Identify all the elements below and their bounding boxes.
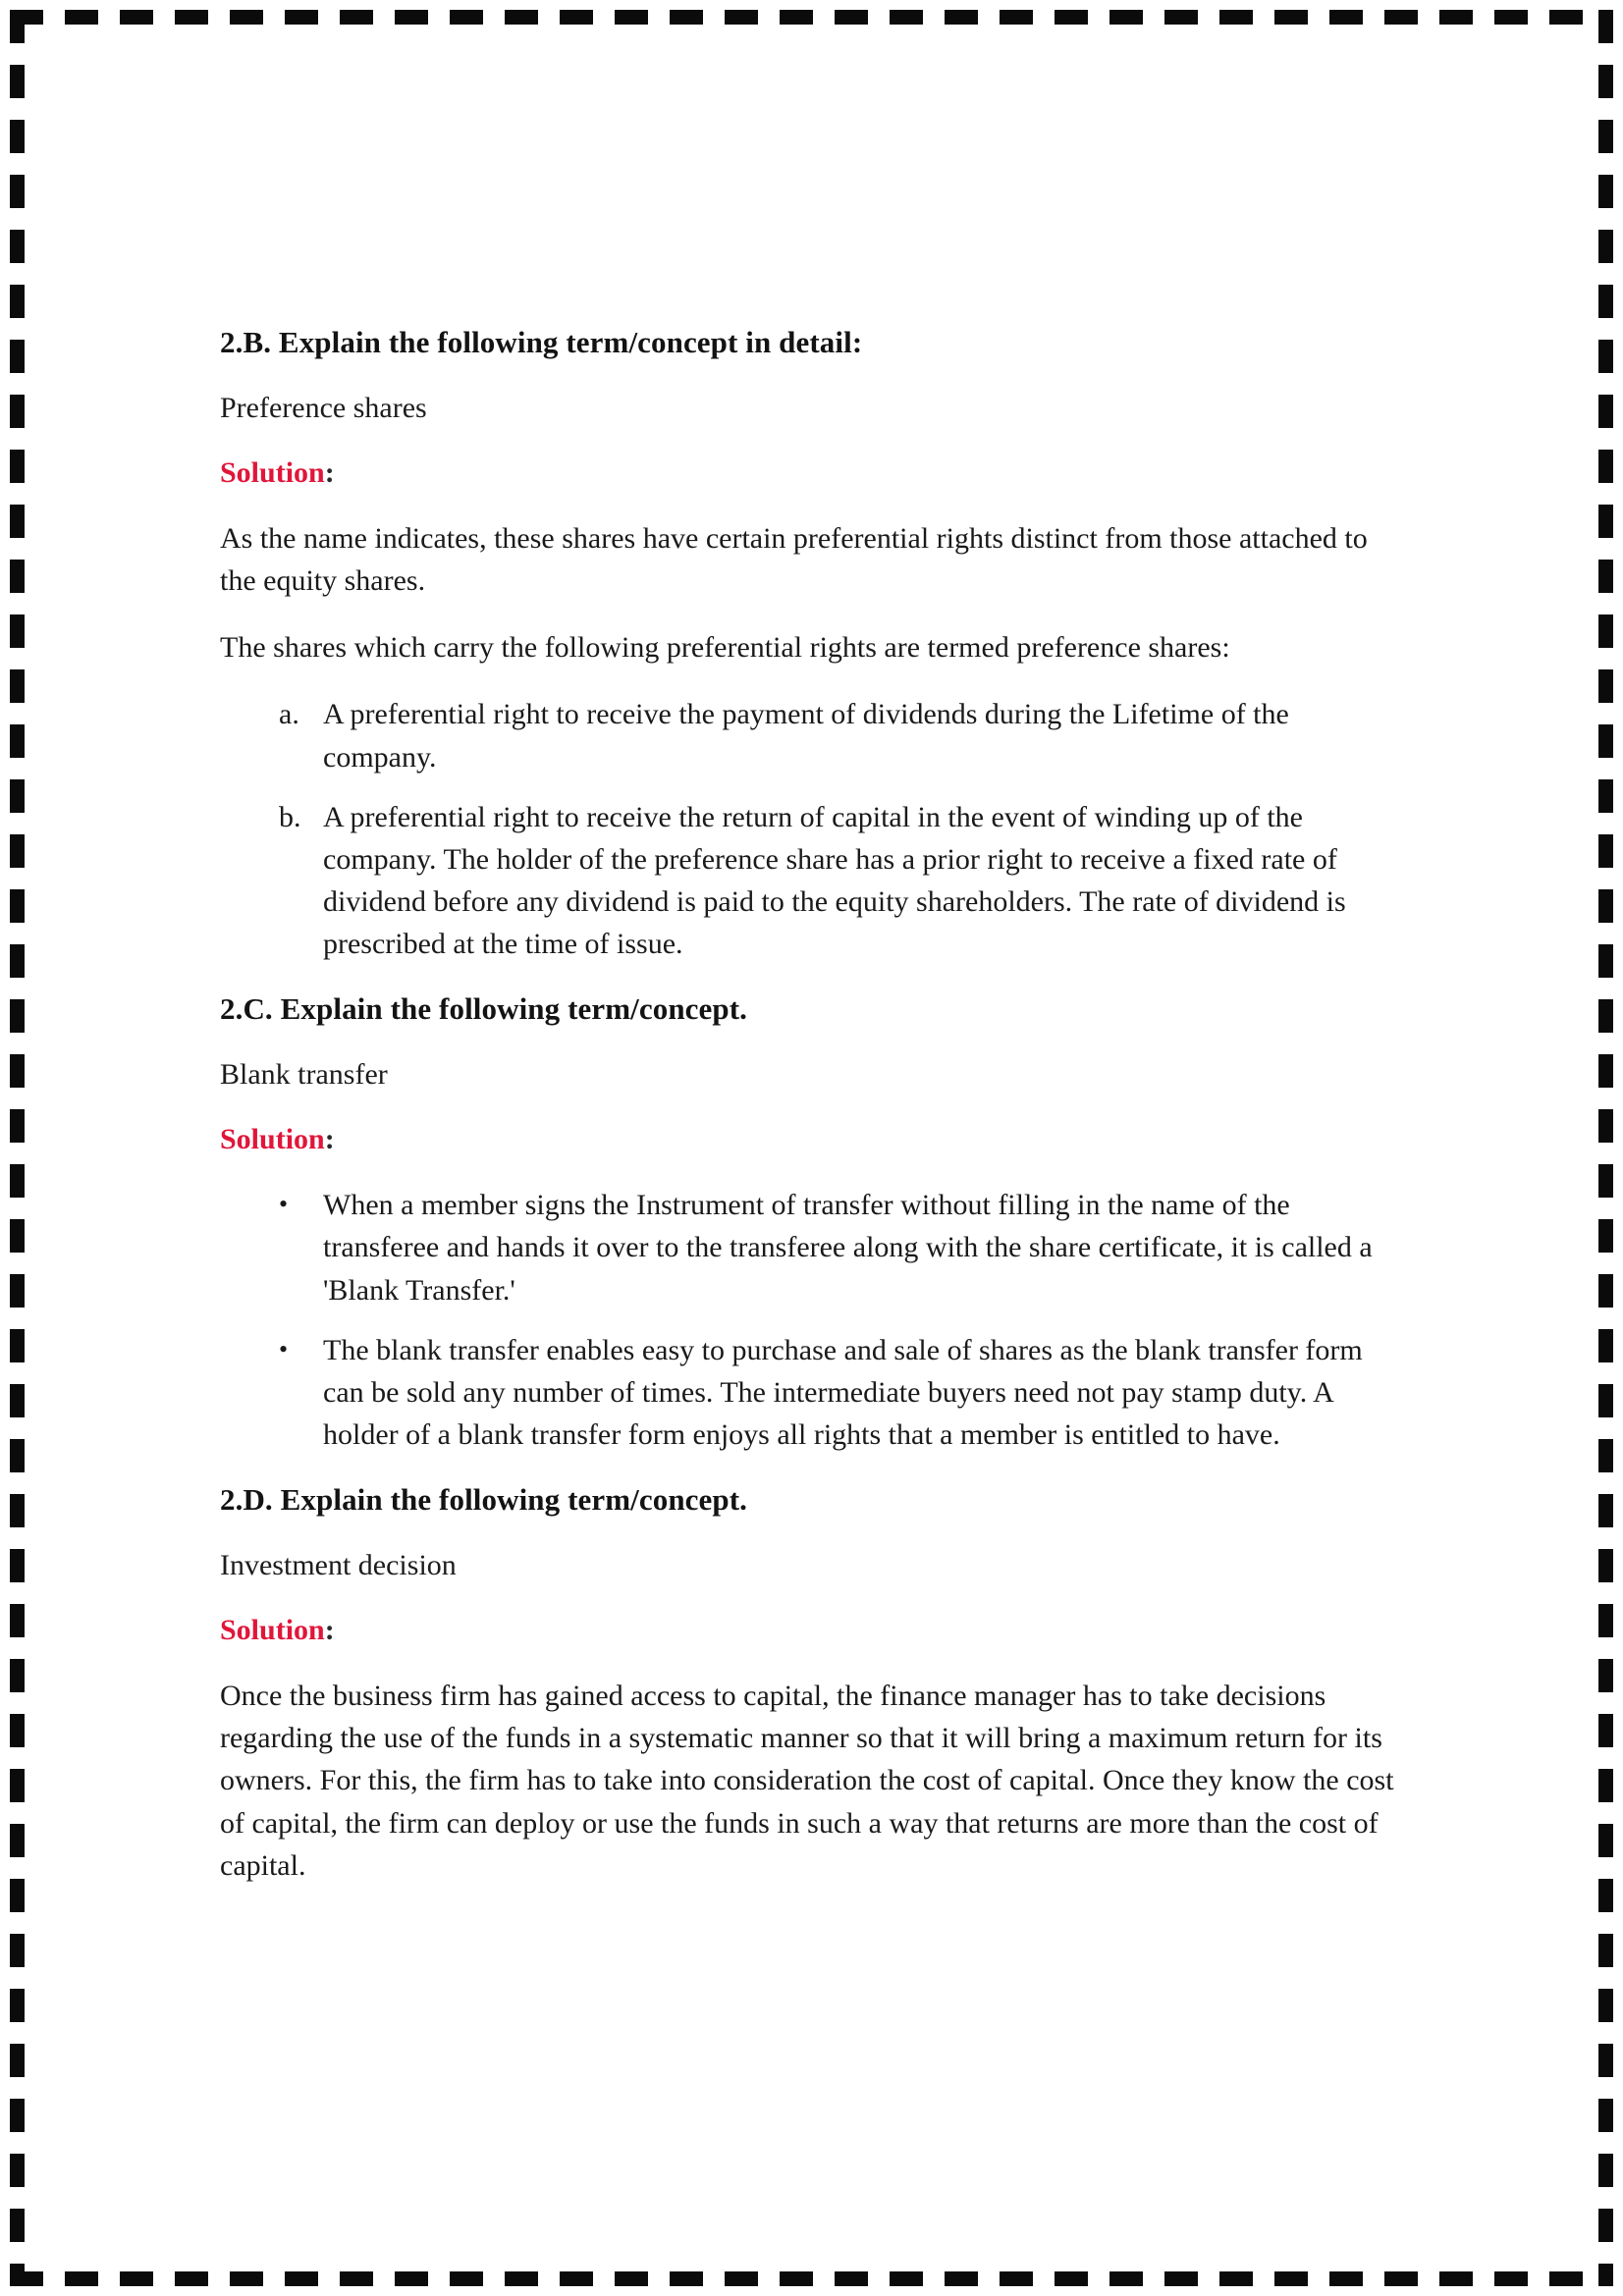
list-item-text: A preferential right to receive the payment of dividends during the Lifetime of the company. bbox=[323, 698, 1289, 774]
solution-word: Solution bbox=[220, 1123, 325, 1156]
solution-word: Solution bbox=[220, 1614, 325, 1647]
solution-paragraph-2b-1: As the name indicates, these shares have certain preferential rights distinct from those attached to the equity shares. bbox=[220, 521, 1368, 597]
preference-rights-list bbox=[220, 693, 1408, 965]
solution-colon: : bbox=[324, 455, 335, 489]
section-2d bbox=[220, 1481, 1408, 1887]
list-item-text: When a member signs the Instrument of transfer without filling in the name of the transferee and hands it over to the transferee along with the share certificate, it is called a 'Blank Transfer.' bbox=[323, 1189, 1373, 1307]
solution-colon: : bbox=[324, 1614, 335, 1647]
solution-label-2d bbox=[220, 1611, 1408, 1649]
list-item-text: A preferential right to receive the return of capital in the event of winding up of the company. The holder of the preference share has a prior right to receive a fixed rate of dividend before any dividend is paid to the equity shareholders. The rate of dividend is prescribed at the time of issue. bbox=[323, 800, 1346, 961]
list-item bbox=[279, 693, 1408, 777]
term-label-2d: Investment decision bbox=[220, 1549, 457, 1582]
document-content bbox=[220, 324, 1408, 1911]
section-2c bbox=[220, 990, 1408, 1456]
list-item-text: The blank transfer enables easy to purchase and sale of shares as the blank transfer form can be sold any number of times. The intermediate buyers need not pay stamp duty. A holder of a blank transfer form enjoys all rights that a member is entitled to have. bbox=[323, 1333, 1363, 1452]
solution-word: Solution bbox=[220, 455, 325, 489]
list-marker: a. bbox=[279, 698, 299, 731]
list-item bbox=[279, 796, 1408, 966]
question-heading-2d: 2.D. Explain the following term/concept. bbox=[220, 1482, 747, 1518]
question-heading-2c: 2.C. Explain the following term/concept. bbox=[220, 991, 747, 1027]
page-border-bottom bbox=[10, 2271, 1613, 2286]
bullet-icon: • bbox=[279, 1190, 289, 1219]
solution-paragraph-2d-1: Once the business firm has gained access to capital, the finance manager has to take decisions regarding the use of the funds in a systematic manner so that it will bring a maximum return for its owners. For this, the firm has to take into consideration the cost of capital. Once they know the cost of capital, the firm can deploy or use the funds in such a way that returns are more than the cost of capital. bbox=[220, 1680, 1394, 1882]
solution-label-2b bbox=[220, 454, 1408, 492]
bullet-icon: • bbox=[279, 1334, 289, 1363]
solution-paragraph-2b-2: The shares which carry the following preferential rights are termed preference shares: bbox=[220, 631, 1230, 665]
solution-label-2c bbox=[220, 1120, 1408, 1158]
list-item bbox=[279, 1184, 1408, 1311]
term-label-2c: Blank transfer bbox=[220, 1058, 388, 1092]
page-border-top bbox=[10, 10, 1613, 25]
section-2b bbox=[220, 324, 1408, 965]
list-item bbox=[279, 1329, 1408, 1457]
question-heading-2b: 2.B. Explain the following term/concept in detail: bbox=[220, 325, 863, 359]
page-border-right bbox=[1598, 10, 1613, 2286]
page-border-left bbox=[10, 10, 25, 2286]
blank-transfer-list bbox=[220, 1184, 1408, 1456]
term-label-2b: Preference shares bbox=[220, 391, 427, 424]
list-marker: b. bbox=[279, 800, 301, 833]
solution-colon: : bbox=[324, 1123, 335, 1156]
